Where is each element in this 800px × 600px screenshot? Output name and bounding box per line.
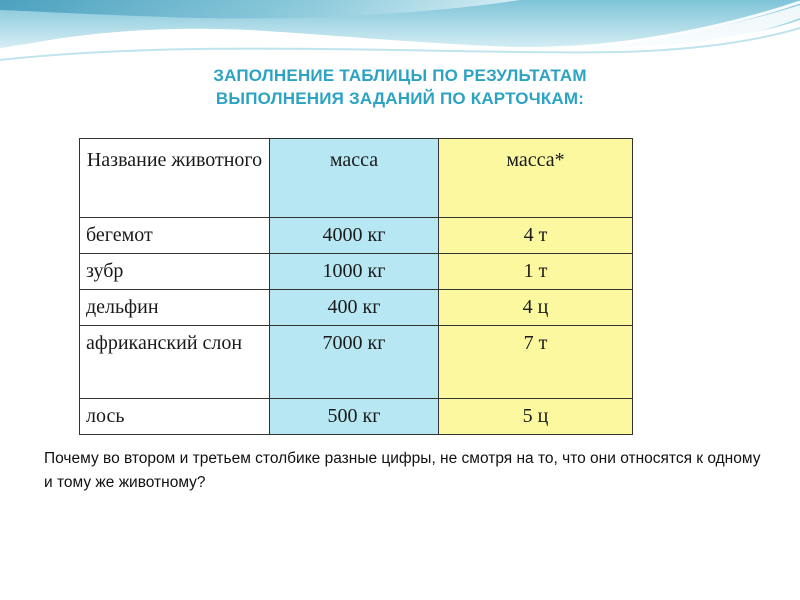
header-mass: масса [270,139,439,218]
header-mass-star: масса* [439,139,633,218]
animal-name-cell: лось [80,399,270,435]
table-row [80,218,633,254]
mass-star-cell: 1 т [439,254,633,290]
mass-star-cell: 5 ц [439,399,633,435]
animal-name-cell: бегемот [80,218,270,254]
slide-title [0,64,800,110]
question-text: Почему во втором и третьем столбике разные цифры, не смотря на то, что они относятся к одному и тому же животному? [44,450,761,491]
mass-cell: 7000 кг [270,326,439,399]
mass-cell: 1000 кг [270,254,439,290]
mass-star-cell: 7 т [439,326,633,399]
animal-mass-table [79,138,633,435]
animal-name-cell: африканский слон [80,326,270,399]
mass-star-cell: 4 ц [439,290,633,326]
table-row [80,399,633,435]
mass-cell: 500 кг [270,399,439,435]
animal-name-cell: зубр [80,254,270,290]
mass-cell: 4000 кг [270,218,439,254]
table-row [80,290,633,326]
table-row [80,326,633,399]
mass-cell: 400 кг [270,290,439,326]
header-animal-name: Название животного [80,139,270,218]
table-row [80,254,633,290]
slide-title-line-2: ВЫПОЛНЕНИЯ ЗАДАНИЙ ПО КАРТОЧКАМ: [215,89,585,108]
slide-title-line-1: ЗАПОЛНЕНИЕ ТАБЛИЦЫ ПО РЕЗУЛЬТАТАМ [213,66,587,85]
table-header-row [80,139,633,218]
animal-name-cell: дельфин [80,290,270,326]
mass-star-cell: 4 т [439,218,633,254]
